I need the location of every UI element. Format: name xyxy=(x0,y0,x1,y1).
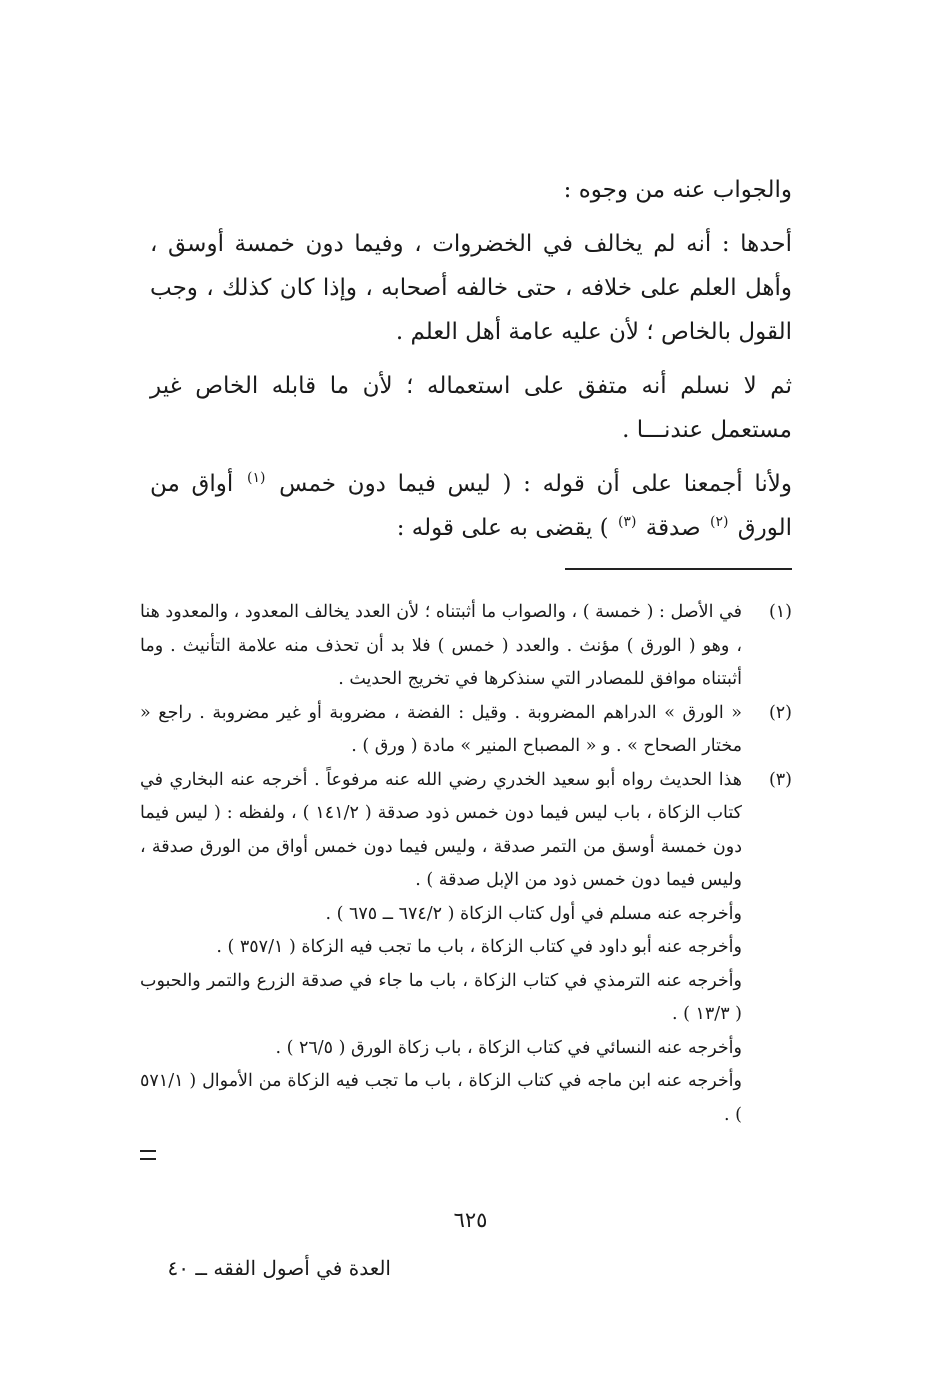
footnote-line: وأخرجه عنه أبو داود في كتاب الزكاة ، باب ما تجب فيه الزكاة ( ٣٥٧/١ ) . xyxy=(216,937,742,957)
footnote-1 xyxy=(140,596,792,697)
footnote-ref-3[interactable]: (٣) xyxy=(617,514,637,531)
footnote-number: (٣) xyxy=(768,769,792,790)
page-number: ٦٢٥ xyxy=(453,1208,488,1232)
paragraph-second-reason: ثم لا نسلم أنه متفق على استعماله ؛ لأن ما قابله الخاص غير مستعمل عندنـــا . xyxy=(150,373,792,443)
paragraph-text: أواق من الورق xyxy=(150,471,792,541)
paragraph-text: ولأنا أجمعنا على أن قوله : ( ليس فيما دون خمس xyxy=(279,471,793,497)
footnote-line: هذا الحديث رواه أبو سعيد الخدري رضي الله عنه مرفوعاً . أخرجه عنه البخاري في كتاب الزكاة ، باب ليس فيما دون خمس ذود صدقة ( ١٤١/٢ ) ، ولفظه : ( ليس فيما دون خمسة أوسق من التمر صدقة ، وليس فيما دون خمس أواق من الورق صدقة ، وليس فيما دون خمس ذود من الإبل صدقة ) . xyxy=(140,769,743,890)
footnote-line: « الورق » الدراهم المضروبة . وقيل : الفضة ، مضروبة أو غير مضروبة . راجع « مختار الصحاح » . و « المصباح المنير » مادة ( ورق ) . xyxy=(140,702,742,756)
paragraph-intro: والجواب عنه من وجوه : xyxy=(563,177,792,203)
footnote-separator xyxy=(565,568,792,570)
footnote-line: وأخرجه عنه مسلم في أول كتاب الزكاة ( ٦٧٤/٢ ــ ٦٧٥ ) . xyxy=(325,903,742,924)
footnote-ref-2[interactable]: (٢) xyxy=(709,514,729,531)
footnote-ref-1[interactable]: (١) xyxy=(246,470,266,487)
continuation-mark xyxy=(140,1150,156,1160)
paragraph-third-reason xyxy=(150,462,792,550)
footnote-line: وأخرجه عنه النسائي في كتاب الزكاة ، باب زكاة الورق ( ٢٦/٥ ) . xyxy=(275,1037,742,1058)
footnote-body xyxy=(140,697,742,764)
footnotes xyxy=(140,596,792,1132)
footnote-body xyxy=(140,764,742,1133)
footnote-number: (٢) xyxy=(768,702,792,723)
paragraph-text: ) يقضى به على قوله : xyxy=(396,515,609,541)
footnote-2 xyxy=(140,697,792,764)
book-signature: العدة في أصول الفقه ــ ٤٠ xyxy=(167,1256,391,1280)
footnote-line: وأخرجه عنه ابن ماجه في كتاب الزكاة ، باب ما تجب فيه الزكاة من الأموال ( ٥٧١/١ ) . xyxy=(140,1071,742,1125)
footnote-number: (١) xyxy=(768,602,792,622)
main-text xyxy=(150,168,792,550)
footnote-body xyxy=(140,596,742,697)
paragraph-text: صدقة xyxy=(645,515,701,541)
footnote-3 xyxy=(140,764,792,1133)
footnote-line: وأخرجه عنه الترمذي في كتاب الزكاة ، باب ما جاء في صدقة الزرع والتمر والحبوب ( ١٣/٣ ) . xyxy=(140,970,742,1024)
paragraph-first-reason: أحدها : أنه لم يخالف في الخضروات ، وفيما دون خمسة أوسق ، وأهل العلم على خلافه ، حتى خالفه أصحابه ، وإذا كان كذلك ، وجب القول بالخاص ؛ لأن عليه عامة أهل العلم . xyxy=(150,231,792,345)
footnote-line: في الأصل : ( خمسة ) ، والصواب ما أثبتناه ؛ لأن العدد يخالف المعدود ، والمعدود هنا ، وهو ( الورق ) مؤنث . والعدد ( خمس ) فلا بد أن تحذف منه علامة التأنيث . وما أثبتناه موافق للمصادر التي سنذكرها في تخريج الحديث . xyxy=(140,602,742,689)
